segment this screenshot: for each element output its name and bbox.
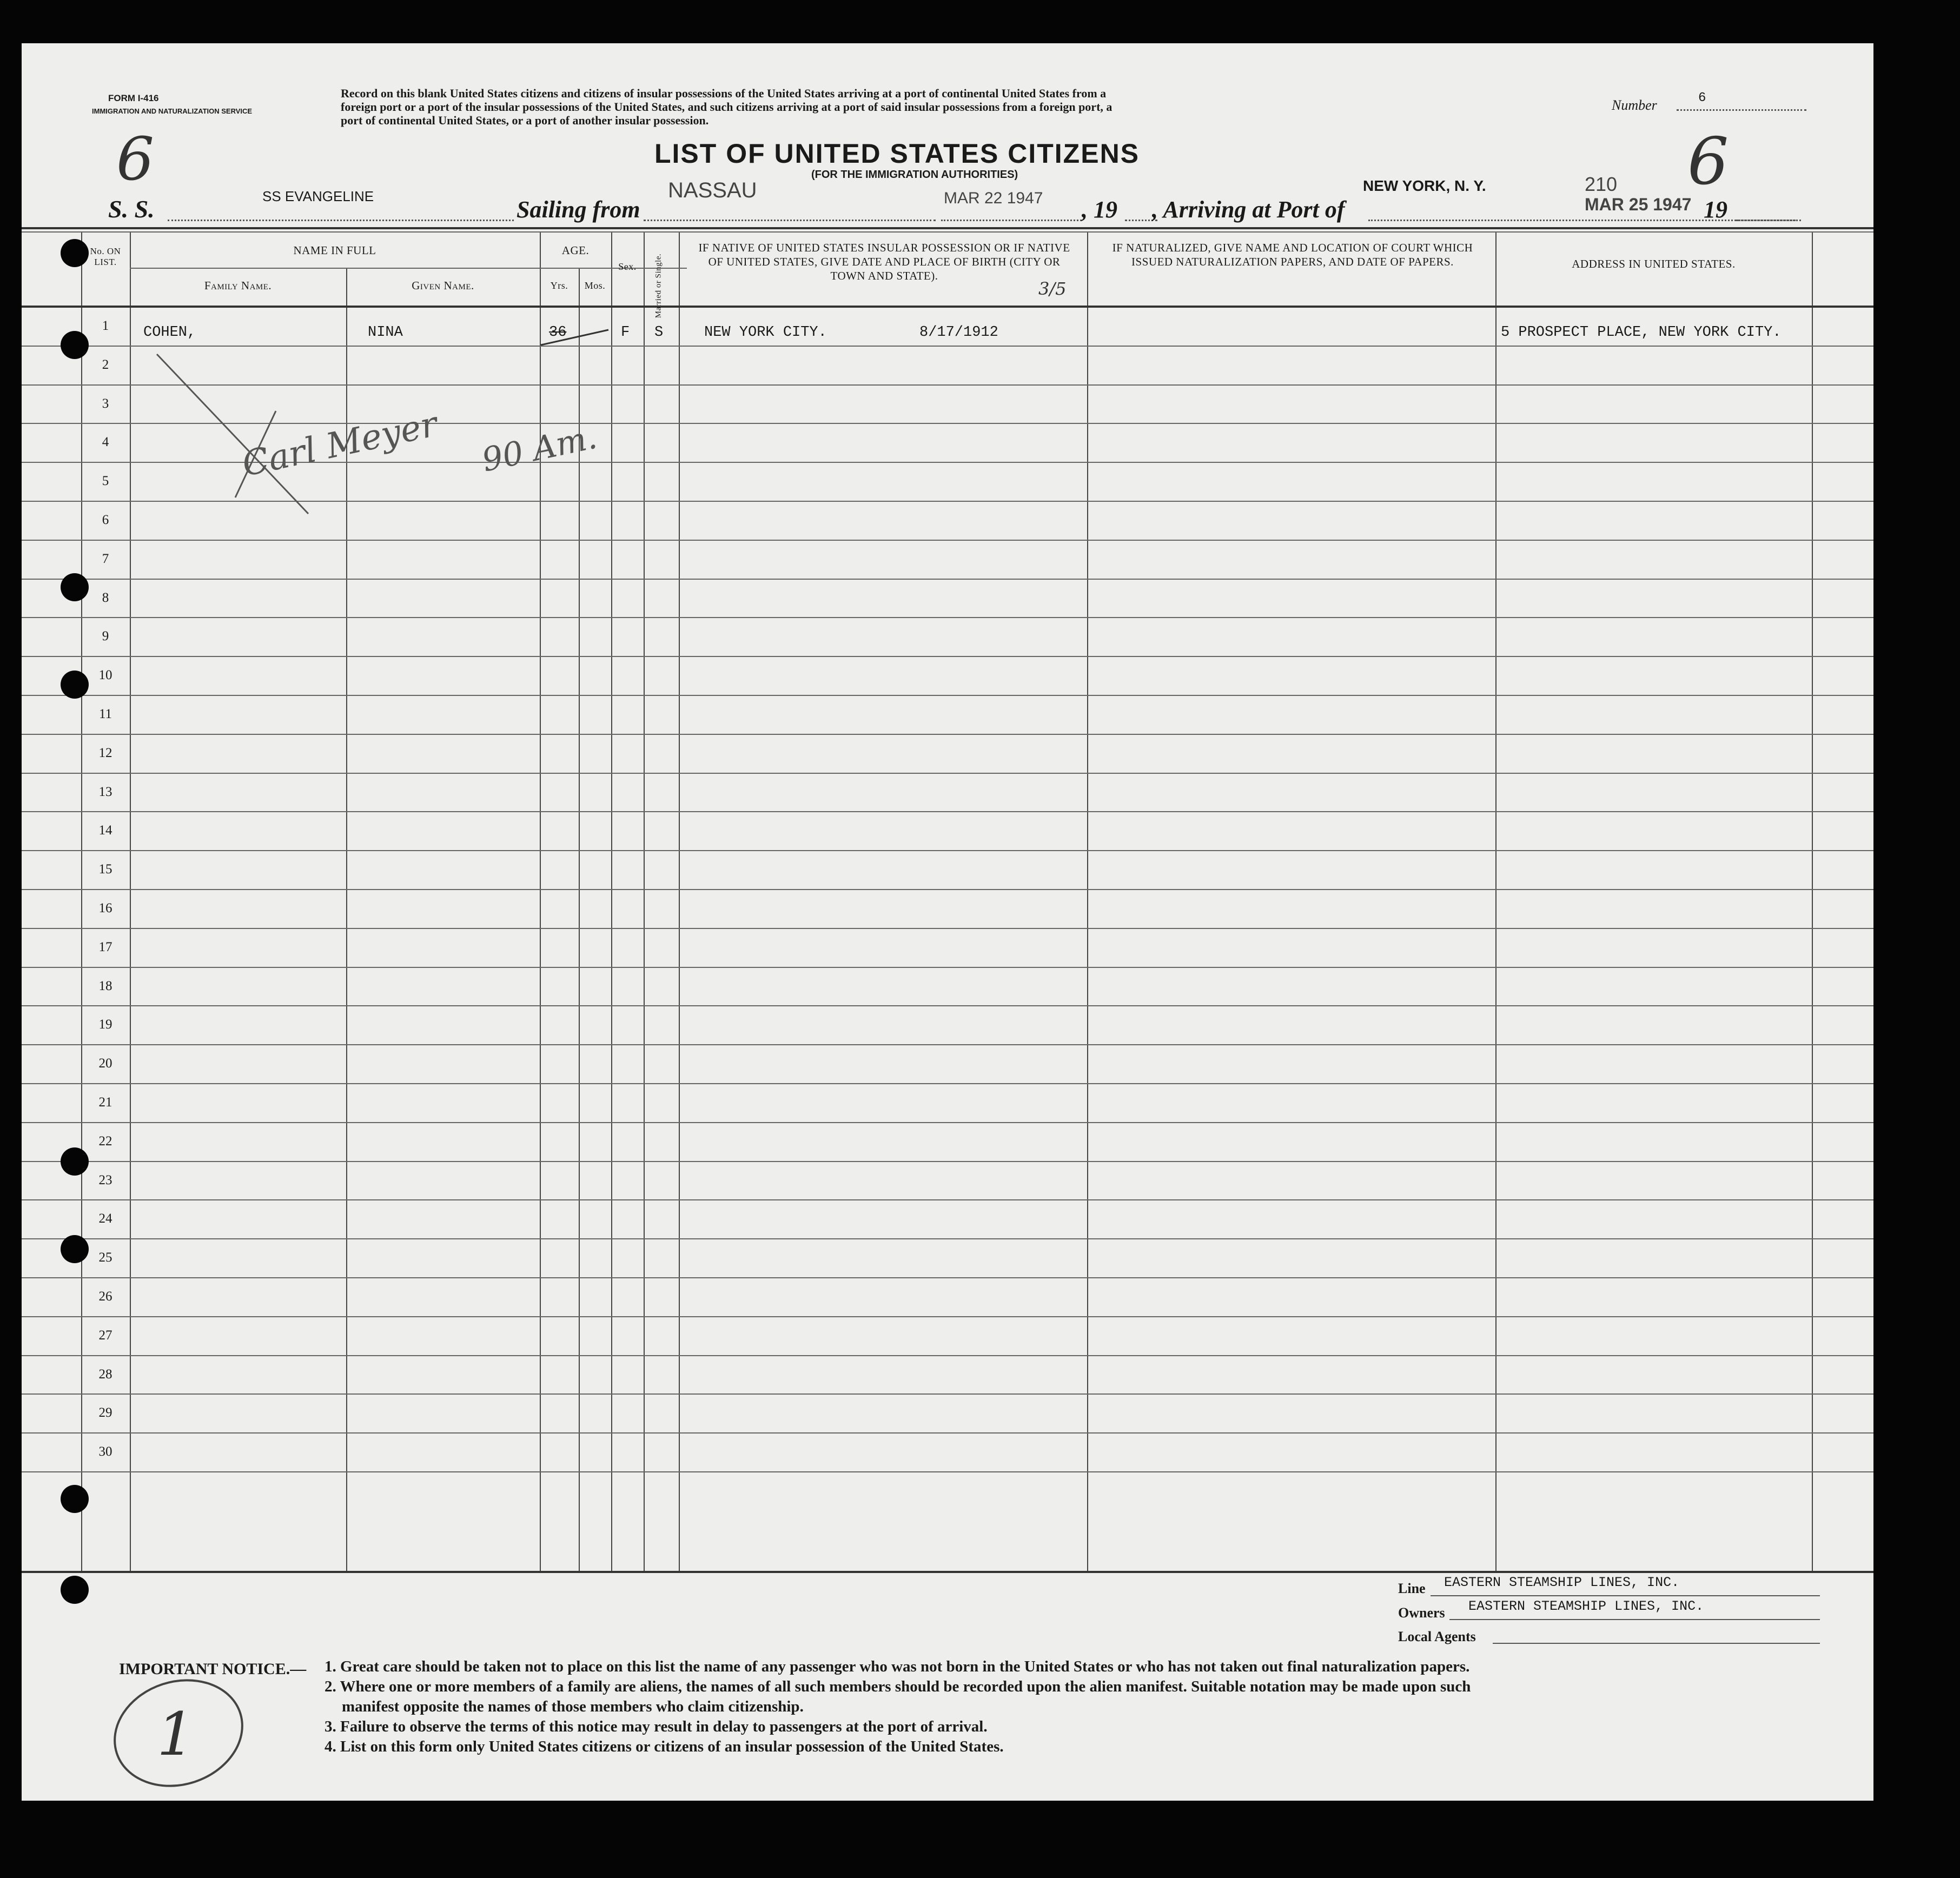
col-married: Married or Single. [654, 253, 663, 318]
handwritten-circle [97, 1674, 260, 1798]
col-birth: IF NATIVE OF UNITED STATES INSULAR POSSESSION OR IF NATIVE OF UNITED STATES, GIVE DATE AND PLACE OF BIRTH (CITY OR TOWN AND STATE). [698, 241, 1070, 282]
row-number: 10 [98, 668, 112, 683]
row-divider [22, 1199, 1873, 1200]
notice-item: 2. Where one or more members of a family are aliens, the names of all such members should be recorded upon the alien manifest. Suitable notation may be made upon such [325, 1678, 1471, 1695]
punch-hole [61, 573, 89, 601]
notice-item: 1. Great care should be taken not to place on this list the name of any passenger who was not born in the United States or who has not taken out final naturalization papers. [325, 1658, 1470, 1675]
age-yrs-cell: 36 [549, 324, 567, 341]
line-value: EASTERN STEAMSHIP LINES, INC. [1444, 1575, 1680, 1590]
row-number: 4 [102, 435, 109, 450]
arriving-port: NEW YORK, N. Y. [1363, 177, 1486, 194]
sailing-port: NASSAU [668, 178, 757, 202]
number-value: 6 [1698, 91, 1706, 105]
row-divider [22, 617, 1873, 618]
intro-line: Record on this blank United States citizens and citizens of insular possessions of the United States arriving at a port of continental United States from a [341, 87, 1107, 100]
year-prefix-2: 19 [1704, 196, 1727, 223]
row-divider [22, 695, 1873, 696]
punch-hole [61, 671, 89, 699]
signature-suffix: 90 Am. [479, 418, 600, 480]
punch-hole [61, 239, 89, 267]
manifest-page [22, 43, 1873, 1801]
number-line [1677, 109, 1806, 111]
row-number: 7 [102, 551, 109, 566]
col-name-in-full: NAME IN FULL [293, 244, 376, 257]
row-number: 29 [98, 1405, 112, 1421]
marital-cell: S [654, 324, 664, 341]
punch-hole [61, 1235, 89, 1263]
row-number: 28 [98, 1366, 112, 1382]
row-divider [22, 1044, 1873, 1045]
row-divider [22, 1471, 1873, 1472]
col-mos: Mos. [584, 280, 606, 291]
passenger-table [22, 227, 1873, 1571]
handwritten-number-right: 6 [1687, 124, 1729, 200]
col-naturalized: IF NATURALIZED, GIVE NAME AND LOCATION OF COURT WHICH ISSUED NATURALIZATION PAPERS, AND DATE OF PAPERS. [1112, 241, 1473, 268]
birth-place-cell: NEW YORK CITY. [704, 324, 827, 341]
agency-name: IMMIGRATION AND NATURALIZATION SERVICE [92, 107, 253, 115]
row-divider [22, 1238, 1873, 1239]
line-label: Line [1398, 1581, 1426, 1596]
row-number: 3 [102, 396, 109, 411]
row-number: 2 [102, 357, 109, 372]
intro-line: port of continental United States, or a port of another insular possession. [341, 114, 709, 127]
col-yrs: Yrs. [550, 280, 568, 291]
page-title: LIST OF UNITED STATES CITIZENS [654, 138, 1140, 169]
row-divider [22, 656, 1873, 657]
year-prefix-1: , 19 [1082, 196, 1117, 223]
agents-label: Local Agents [1398, 1629, 1476, 1644]
number-label: Number [1612, 97, 1657, 113]
row-number: 16 [98, 901, 112, 915]
row-number: 8 [102, 590, 109, 605]
col-address: ADDRESS IN UNITED STATES. [1572, 257, 1736, 270]
birth-date-cell: 8/17/1912 [919, 324, 998, 341]
arrival-date: MAR 25 1947 [1585, 195, 1692, 214]
row-number: 20 [98, 1056, 112, 1071]
punch-hole [61, 1576, 89, 1604]
row-number: 11 [98, 707, 112, 721]
col-sex: Sex. [618, 261, 637, 272]
row-number: 26 [98, 1289, 112, 1304]
notice-item: 3. Failure to observe the terms of this notice may result in delay to passengers at the port of arrival. [325, 1718, 988, 1735]
row-number: 24 [98, 1211, 112, 1226]
row-number: 27 [98, 1328, 112, 1343]
row-divider [22, 811, 1873, 812]
col-no: No. ON LIST. [90, 246, 121, 267]
ship-name: SS EVANGELINE [262, 188, 374, 204]
sailing-date-line [941, 220, 1082, 221]
row-number: 13 [98, 784, 112, 799]
ship-line [168, 220, 514, 221]
sailing-date: MAR 22 1947 [944, 189, 1043, 207]
sailing-label: Sailing from [517, 196, 640, 223]
row-divider [22, 1277, 1873, 1278]
row-divider [22, 889, 1873, 890]
handwritten-number-left: 6 [116, 124, 154, 194]
address-cell: 5 PROSPECT PLACE, NEW YORK CITY. [1501, 324, 1782, 341]
row-number: 14 [98, 823, 112, 838]
row-number: 21 [98, 1095, 112, 1110]
page-subtitle: (FOR THE IMMIGRATION AUTHORITIES) [811, 169, 1018, 181]
row-divider [22, 967, 1873, 968]
row-number: 23 [98, 1172, 112, 1187]
row-divider [22, 1005, 1873, 1006]
row-number: 6 [102, 513, 109, 527]
row-divider [22, 1393, 1873, 1395]
notice-list [325, 1657, 1839, 1757]
row-divider [22, 1316, 1873, 1317]
row-divider [22, 850, 1873, 851]
circled-number: 1 [157, 1700, 195, 1769]
row-divider [22, 734, 1873, 735]
row-number: 30 [98, 1444, 112, 1459]
row-number: 9 [102, 629, 109, 644]
row-divider [22, 1432, 1873, 1434]
row-divider [22, 928, 1873, 929]
notice-item: 4. List on this form only United States citizens or citizens of an insular possession of the United States. [325, 1738, 1004, 1755]
punch-hole [61, 331, 89, 359]
punch-hole [61, 1485, 89, 1513]
col-age: AGE. [561, 244, 590, 257]
owners-label: Owners [1398, 1605, 1445, 1621]
row-number: 1 [102, 318, 109, 333]
notice-item: manifest opposite the names of those members who claim citizenship. [342, 1698, 804, 1715]
row-number: 17 [98, 939, 112, 954]
ss-label: S. S. [108, 195, 155, 223]
intro-line: foreign port or a port of the insular possessions of the United States, and such citizens arriving at a port of said insular possessions from a foreign port, a [341, 100, 1113, 114]
stamp-number: 210 [1585, 173, 1618, 195]
sex-cell: F [621, 324, 630, 341]
row-divider [22, 1161, 1873, 1162]
row-number: 18 [98, 978, 112, 993]
row-divider [22, 1122, 1873, 1123]
header-note: 3/5 [1038, 278, 1067, 299]
form-code: FORM I-416 [108, 93, 159, 103]
intro-text [341, 87, 1563, 127]
given-name-cell: NINA [368, 324, 403, 341]
row-divider [22, 1355, 1873, 1356]
row-number: 19 [98, 1017, 112, 1032]
punch-hole [61, 1147, 89, 1176]
notice-title: IMPORTANT NOTICE.— [119, 1660, 307, 1678]
arriving-label: , Arriving at Port of [1152, 196, 1345, 223]
row-number: 12 [98, 745, 112, 760]
row-divider [22, 773, 1873, 774]
row-number: 25 [98, 1250, 112, 1265]
sailing-line [644, 220, 936, 221]
year-line-2 [1736, 220, 1796, 221]
row-divider [22, 1083, 1873, 1084]
row-number: 5 [102, 474, 109, 489]
owners-value: EASTERN STEAMSHIP LINES, INC. [1468, 1598, 1704, 1614]
family-name-cell: COHEN, [143, 324, 196, 341]
col-family-name: Family Name. [204, 279, 272, 292]
signature: Carl Meyer [239, 404, 441, 485]
row-number: 15 [98, 862, 112, 877]
col-given-name: Given Name. [412, 279, 474, 292]
row-number: 22 [98, 1133, 112, 1149]
